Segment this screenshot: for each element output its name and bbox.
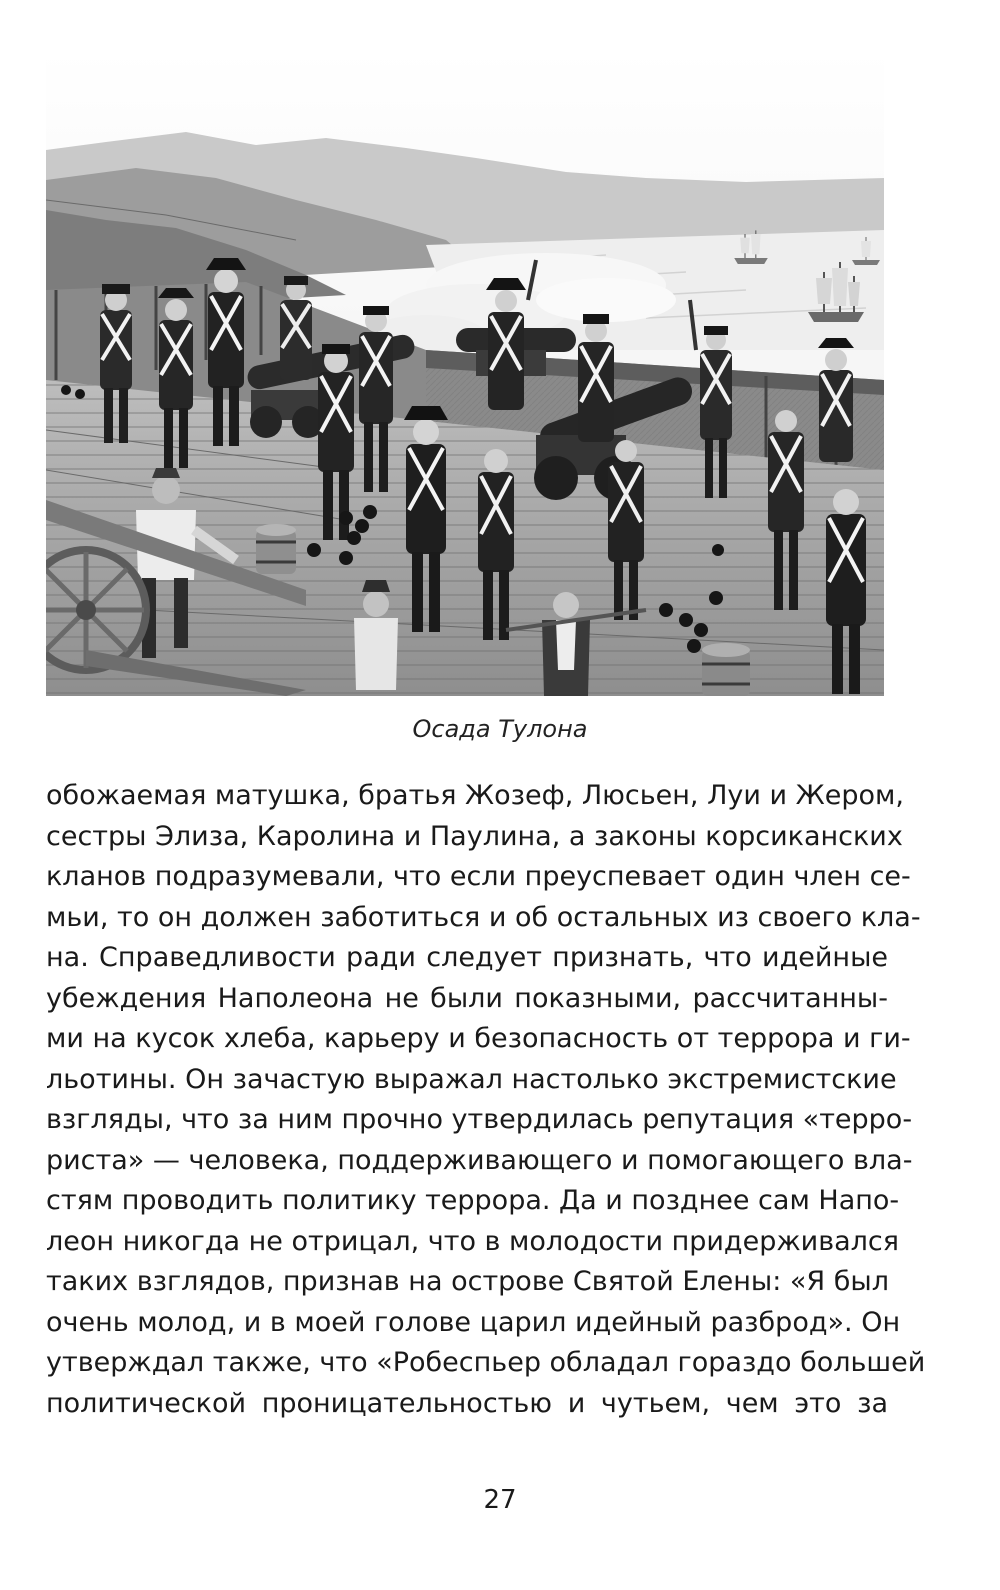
text-line: кланов подразумевали, что если преуспевает один член се- xyxy=(46,861,911,892)
figure-caption: Осада Тулона xyxy=(412,715,588,743)
text-line: льотины. Он зачастую выражал настолько экстремистские xyxy=(46,1063,897,1095)
text-line: ми на кусок хлеба, карьеру и безопасность от террора и ги- xyxy=(46,1023,911,1054)
text-line: леон никогда не отрицал, что в молодости придерживался xyxy=(46,1225,900,1257)
siege-engraving-illustration xyxy=(46,50,884,696)
text-line: убеждения Наполеона не были показными, рассчитанны- xyxy=(46,982,888,1014)
text-line: политической проницательностью и чутьем, чем это за xyxy=(46,1387,888,1419)
text-line: утверждал также, что «Робеспьер обладал гораздо большей xyxy=(46,1347,926,1378)
text-line: обожаемая матушка, братья Жозеф, Люсьен, Луи и Жером, xyxy=(46,780,904,811)
body-text xyxy=(46,776,926,1424)
text-line: мьи, то он должен заботиться и об остальных из своего кла- xyxy=(46,901,921,933)
text-line: риста» — человека, поддерживающего и помогающего вла- xyxy=(46,1144,913,1176)
page-number: 27 xyxy=(483,1485,517,1515)
text-line: очень молод, и в моей голове царил идейный разброд». Он xyxy=(46,1306,901,1338)
text-line: на. Справедливости ради следует признать, что идейные xyxy=(46,942,888,973)
text-line: таких взглядов, признав на острове Святой Елены: «Я был xyxy=(46,1266,889,1297)
text-line: взгляды, что за ним прочно утвердилась репутация «терро- xyxy=(46,1104,913,1135)
text-line: сестры Элиза, Каролина и Паулина, а законы корсиканских xyxy=(46,820,903,852)
text-line: стям проводить политику террора. Да и позднее сам Напо- xyxy=(46,1185,900,1216)
